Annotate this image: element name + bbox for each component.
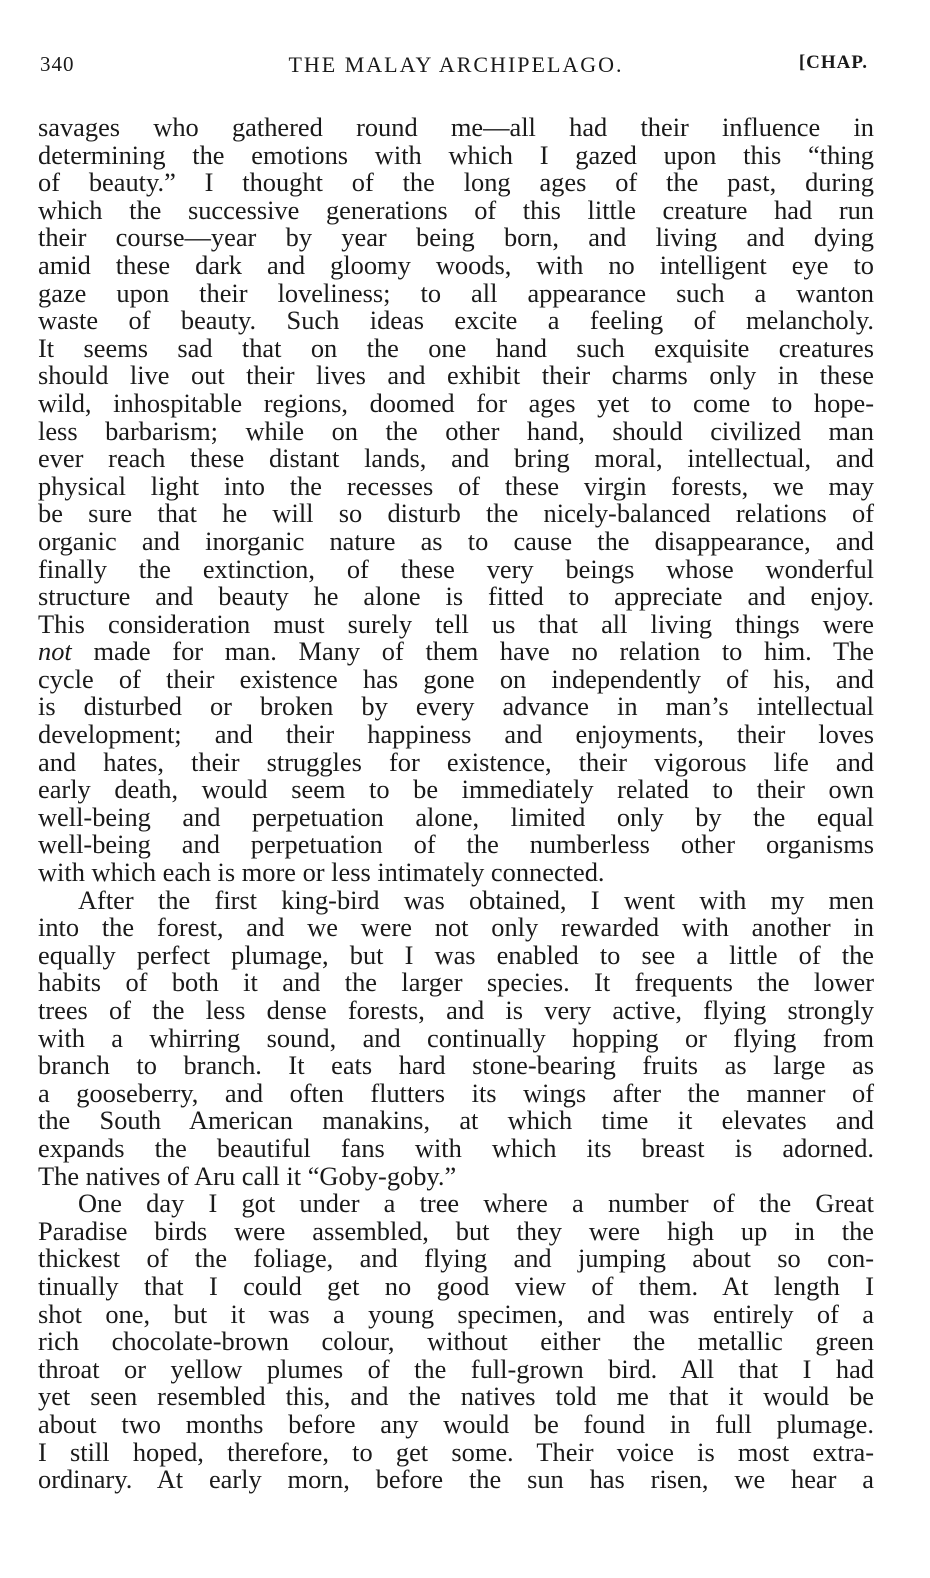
text-line: Paradise birds were assembled, but they were high up in the — [38, 1215, 874, 1246]
text-line: the South American manakins, at which time it elevates and — [38, 1105, 874, 1136]
book-page — [38, 52, 874, 1494]
text-line: expands the beautiful fans with which its breast is adorned. — [38, 1132, 874, 1163]
text-line: early death, would seem to be immediately related to their own — [38, 774, 874, 805]
text-line: with which each is more or less intimately connected. — [38, 857, 605, 888]
emphasized-word: not — [38, 636, 72, 667]
text-line: wild, inhospitable regions, doomed for ages yet to come to hope- — [38, 387, 874, 418]
text-line: throat or yellow plumes of the full-grown bird. All that I had — [38, 1353, 874, 1384]
text-line: with a whirring sound, and continually hopping or flying from — [38, 1022, 874, 1053]
text-line: into the forest, and we were not only rewarded with another in — [38, 912, 874, 943]
paragraph-2 — [38, 884, 874, 1191]
text-line: well-being and perpetuation of the numberless other organisms — [38, 829, 874, 860]
text-line: trees of the less dense forests, and is very active, flying strongly — [38, 995, 874, 1025]
text-line: be sure that he will so disturb the nicely-balanced relations of — [38, 498, 874, 529]
text-line: The natives of Aru call it “Goby-goby.” — [38, 1160, 457, 1191]
text-line: ordinary. At early morn, before the sun has risen, we hear a — [38, 1464, 874, 1495]
text-line: physical light into the recesses of these virgin forests, we may — [38, 470, 874, 501]
text-line: ever reach these distant lands, and bring moral, intellectual, and — [38, 443, 874, 474]
text-line: a gooseberry, and often flutters its wings after the manner of — [38, 1077, 874, 1108]
page-body — [38, 114, 874, 1494]
text-line: After the first king-bird was obtained, I went with my men — [78, 884, 874, 915]
text-line: of beauty.” I thought of the long ages of the past, during — [38, 167, 874, 198]
text-line-with-emphasis — [38, 638, 874, 666]
text-line: waste of beauty. Such ideas excite a feeling of melancholy. — [38, 305, 874, 336]
text-line: well-being and perpetuation alone, limited only by the equal — [38, 801, 874, 832]
text-line: yet seen resembled this, and the natives told me that it would be — [38, 1381, 874, 1412]
text-line: savages who gathered round me—all had their influence in — [38, 112, 874, 142]
text-line: cycle of their existence has gone on independently of his, and — [38, 663, 874, 694]
text-segment: made for man. Many of them have no relation to him. The — [93, 636, 874, 667]
text-line: less barbarism; while on the other hand, should civilized man — [38, 415, 874, 446]
text-line: I still hoped, therefore, to get some. Their voice is most extra- — [38, 1436, 874, 1467]
text-line: habits of both it and the larger species. It frequents the lower — [38, 967, 874, 998]
running-title: THE MALAY ARCHIPELAGO. — [288, 52, 624, 77]
text-line: should live out their lives and exhibit their charms only in these — [38, 360, 874, 391]
text-line: amid these dark and gloomy woods, with no intelligent eye to — [38, 249, 874, 280]
text-line: equally perfect plumage, but I was enabled to see a little of the — [38, 939, 874, 970]
text-line: and hates, their struggles for existence, their vigorous life and — [38, 746, 874, 777]
page-number: 340 — [40, 52, 75, 76]
text-line: rich chocolate-brown colour, without either the metallic green — [38, 1326, 874, 1357]
text-line: branch to branch. It eats hard stone-bearing fruits as large as — [38, 1050, 874, 1081]
text-line: finally the extinction, of these very beings whose wonderful — [38, 553, 874, 584]
text-line: organic and inorganic nature as to cause the disappearance, and — [38, 525, 874, 556]
text-line: structure and beauty he alone is fitted to appreciate and enjoy. — [38, 581, 874, 612]
text-line: shot one, but it was a young specimen, and was entirely of a — [38, 1298, 874, 1329]
text-line: This consideration must surely tell us that all living things were — [38, 608, 874, 639]
text-line: is disturbed or broken by every advance in man’s intellectual — [38, 691, 874, 722]
text-line: It seems sad that on the one hand such exquisite creatures — [38, 332, 874, 363]
text-line: development; and their happiness and enjoyments, their loves — [38, 719, 874, 750]
running-header — [38, 52, 874, 82]
paragraph-1 — [38, 114, 874, 887]
paragraph-3 — [38, 1190, 874, 1494]
text-line: gaze upon their loveliness; to all appearance such a wanton — [38, 277, 874, 308]
text-line: their course—year by year being born, and living and dying — [38, 222, 874, 253]
chapter-reference: [CHAP. — [798, 52, 868, 73]
text-line: One day I got under a tree where a number of the Great — [78, 1188, 874, 1219]
text-line: which the successive generations of this little creature had run — [38, 194, 874, 225]
text-line: tinually that I could get no good view of them. At length I — [38, 1270, 874, 1301]
text-line: thickest of the foliage, and flying and jumping about so con- — [38, 1243, 874, 1274]
text-line: about two months before any would be found in full plumage. — [38, 1408, 874, 1439]
text-line: determining the emotions with which I gazed upon this “thing — [38, 139, 874, 170]
